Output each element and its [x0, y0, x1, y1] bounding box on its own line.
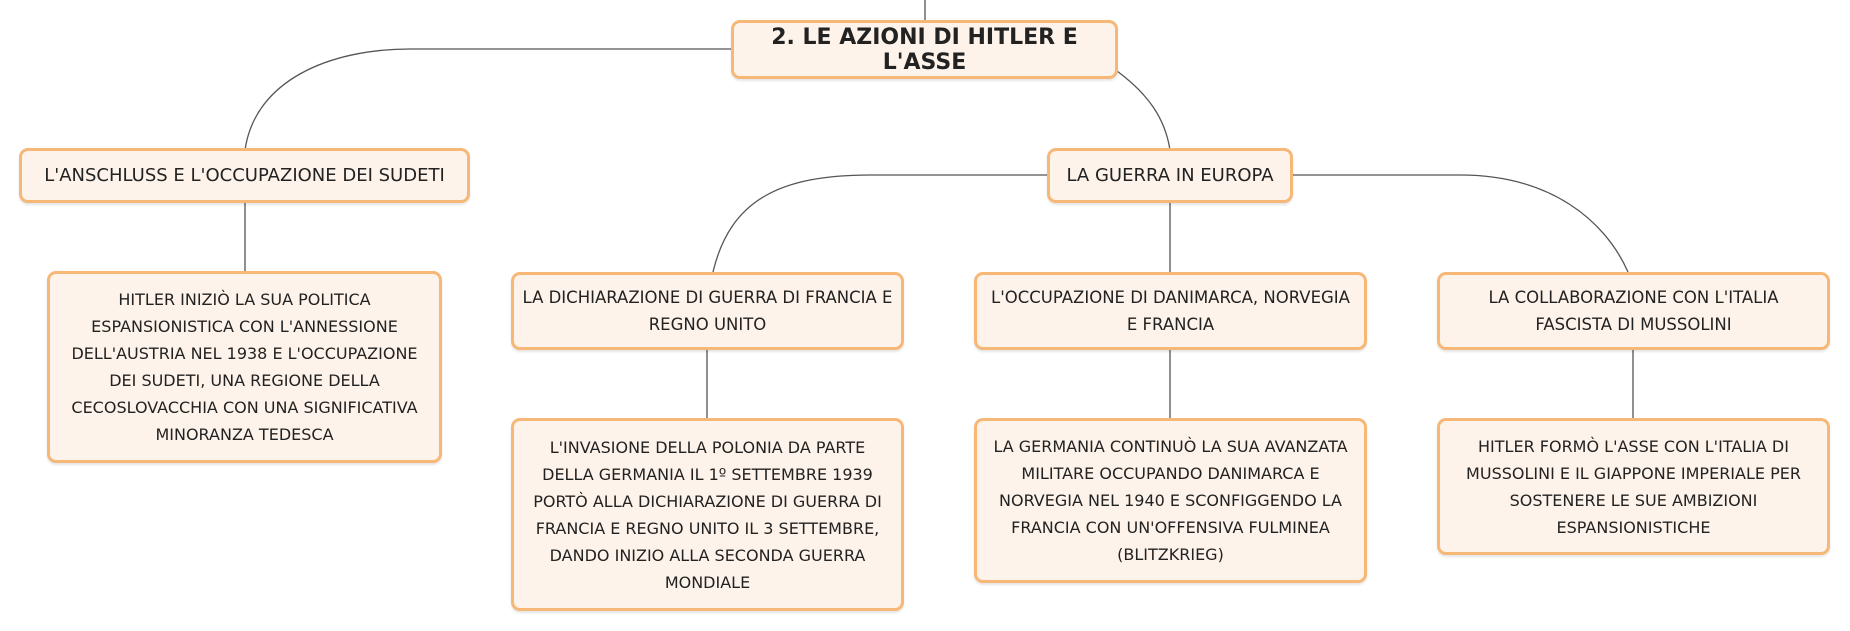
node-anschluss-label: L'ANSCHLUSS E L'OCCUPAZIONE DEI SUDETI [44, 165, 445, 186]
node-dichiarazione-detail [511, 418, 904, 611]
node-anschluss-detail-text: HITLER INIZIÒ LA SUA POLITICA ESPANSIONISTICA CON L'ANNESSIONE DELL'AUSTRIA NEL 1938 E L'OCCUPAZIONE DEI SUDETI, UNA REGIONE DELLA CECOSLOVACCHIA CON UNA SIGNIFICATIVA MINORANZA TEDESCA [71, 290, 418, 444]
node-collaborazione-detail-text: HITLER FORMÒ L'ASSE CON L'ITALIA DI MUSSOLINI E IL GIAPPONE IMPERIALE PER SOSTENERE LE SUE AMBIZIONI ESPANSIONISTICHE [1466, 436, 1801, 537]
node-occupazione-detail [974, 418, 1367, 583]
node-occupazione-label: L'OCCUPAZIONE DI DANIMARCA, NORVEGIA E FRANCIA [991, 288, 1350, 334]
node-dichiarazione-detail-text: L'INVASIONE DELLA POLONIA DA PARTE DELLA GERMANIA IL 1º SETTEMBRE 1939 PORTÒ ALLA DICHIARAZIONE DI GUERRA DI FRANCIA E REGNO UNITO IL 3 SETTEMBRE, DANDO INIZIO ALLA SECONDA GUERRA MONDIALE [533, 437, 882, 592]
connector-guerra-collaborazione [1292, 175, 1628, 272]
node-collaborazione-detail [1437, 418, 1830, 555]
node-collaborazione-label: LA COLLABORAZIONE CON L'ITALIA FASCISTA DI MUSSOLINI [1488, 288, 1779, 334]
node-guerra-label: LA GUERRA IN EUROPA [1066, 165, 1274, 186]
node-dichiarazione-label: LA DICHIARAZIONE DI GUERRA DI FRANCIA E REGNO UNITO [522, 288, 893, 334]
node-occupazione [974, 272, 1367, 350]
node-anschluss-detail [47, 271, 442, 463]
connector-root-anschluss [245, 49, 731, 150]
root-node [731, 20, 1118, 79]
node-anschluss [19, 148, 470, 203]
root-node-label: 2. LE AZIONI DI HITLER E L'ASSE [771, 24, 1078, 75]
node-guerra-in-europa [1047, 148, 1293, 203]
node-dichiarazione [511, 272, 904, 350]
node-occupazione-detail-text: LA GERMANIA CONTINUÒ LA SUA AVANZATA MILITARE OCCUPANDO DANIMARCA E NORVEGIA NEL 1940 E SCONFIGGENDO LA FRANCIA CON UN'OFFENSIVA FULMINEA (BLITZKRIEG) [993, 437, 1348, 564]
connector-guerra-dichiarazione [713, 175, 1047, 272]
node-collaborazione [1437, 272, 1830, 350]
connector-root-guerra [1117, 71, 1170, 150]
